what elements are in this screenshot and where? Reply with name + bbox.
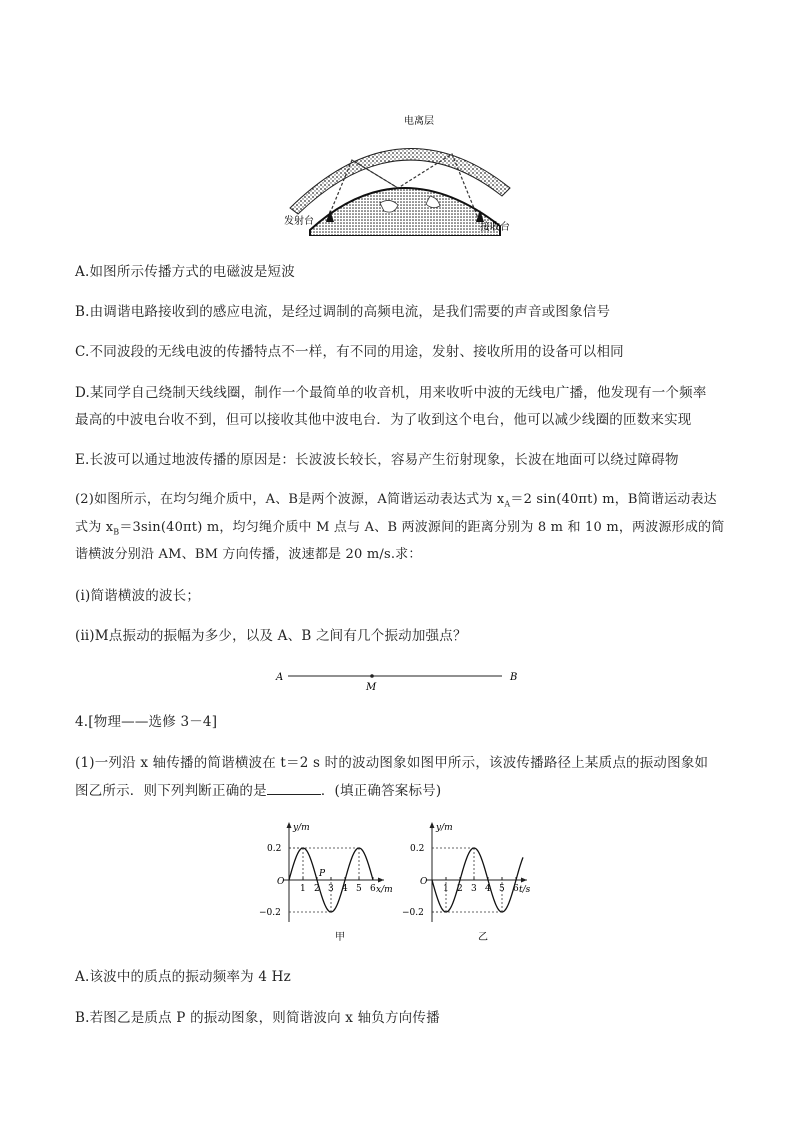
section-4-heading: 4.[物理——选修 3－4] bbox=[75, 714, 218, 730]
ionosphere-label: 电离层 bbox=[404, 116, 434, 127]
x-tick-label: 3 bbox=[328, 884, 334, 894]
option-b: B.由调谐电路接收到的感应电流，是经过调制的高频电流，是我们需要的声音或图象信号 bbox=[75, 304, 611, 320]
sub-question-i: (ⅰ)简谐横波的波长； bbox=[75, 588, 201, 604]
x-tick-label: 3 bbox=[471, 884, 477, 894]
x-tick-label: 1 bbox=[443, 884, 449, 894]
option-c: C.不同波段的无线电波的传播特点不一样，有不同的用途，发射、接收所用的设备可以相同 bbox=[75, 344, 624, 360]
ionosphere-figure bbox=[280, 108, 520, 236]
y-tick-label: −0.2 bbox=[402, 908, 424, 918]
label-m: M bbox=[366, 682, 377, 692]
origin-label: O bbox=[420, 877, 428, 887]
question-2-line1: (2)如图所示，在均匀绳介质中，A、B是两个波源，A简谐运动表达式为 $x_A=2$ sin(40πt) m，B简谐运动表达 bbox=[75, 492, 717, 509]
y-axis-label: y/m bbox=[293, 823, 310, 833]
x-tick-label: 4 bbox=[485, 884, 491, 894]
question-2-line2: 式为 $x_B=3\sin(40\pi t)$ m，均匀绳介质中 M 点与 A、B 两波源间的距离分别为 8 m 和 10 m，两波源形成的简 bbox=[75, 520, 725, 537]
x-tick-label: 6 bbox=[513, 884, 519, 894]
origin-label: O bbox=[277, 877, 285, 887]
point-m bbox=[370, 674, 374, 678]
vibration-chart-yi bbox=[398, 816, 548, 948]
option-d-line2: 最高的中波电台收不到，但可以接收其他中波电台．为了收到这个电台，他可以减少线圈的匝数来实现 bbox=[75, 412, 692, 428]
earth-surface bbox=[310, 188, 500, 236]
x-tick-label: 1 bbox=[300, 884, 306, 894]
q4-1-line1: (1)一列沿 x 轴传播的简谐横波在 t＝2 s 时的波动图象如图甲所示，该波传播路径上某质点的振动图象如 bbox=[75, 755, 709, 771]
label-a: A bbox=[276, 672, 284, 683]
y-axis-arrow bbox=[287, 822, 292, 828]
receiver-label: 接收台 bbox=[480, 222, 510, 233]
option-e: E.长波可以通过地波传播的原因是：长波波长较长，容易产生衍射现象，长波在地面可以绕过障碍物 bbox=[75, 452, 679, 468]
option-a: A.如图所示传播方式的电磁波是短波 bbox=[75, 264, 295, 280]
q4-1-line2: 图乙所示．则下列判断正确的是 ．(填正确答案标号) bbox=[75, 780, 441, 801]
wave-chart-jia bbox=[255, 816, 405, 948]
x-tick-label: 6 bbox=[370, 884, 376, 894]
x-tick-label: 2 bbox=[314, 884, 320, 894]
x-axis-label: t/s bbox=[519, 885, 531, 895]
rope-figure bbox=[270, 664, 525, 692]
x-axis-arrow bbox=[378, 878, 384, 883]
chart-title: 甲 bbox=[335, 932, 345, 943]
y-tick-label: 0.2 bbox=[267, 844, 282, 854]
answer-blank[interactable] bbox=[267, 780, 321, 795]
chart-title: 乙 bbox=[478, 932, 488, 943]
option-4b: B.若图乙是质点 P 的振动图象，则简谐波向 x 轴负方向传播 bbox=[75, 1010, 440, 1026]
x-tick-label: 5 bbox=[499, 884, 505, 894]
y-tick-label: 0.2 bbox=[410, 844, 425, 854]
x-axis-arrow bbox=[521, 878, 527, 883]
y-tick-label: −0.2 bbox=[259, 908, 281, 918]
x-tick-label: 2 bbox=[457, 884, 463, 894]
x-tick-label: 4 bbox=[342, 884, 348, 894]
y-axis-arrow bbox=[430, 822, 435, 828]
point-p-label: P bbox=[319, 869, 326, 879]
x-tick-label: 5 bbox=[356, 884, 362, 894]
label-b: B bbox=[510, 672, 518, 683]
y-axis-label: y/m bbox=[436, 823, 453, 833]
sub-question-ii: (ⅱ)M点振动的振幅为多少，以及 A、B 之间有几个振动加强点？ bbox=[75, 628, 467, 644]
question-2-line3: 谐横波分别沿 AM、BM 方向传播，波速都是 20 m/s.求： bbox=[75, 547, 422, 562]
option-4a: A.该波中的质点的振动频率为 4 Hz bbox=[75, 969, 291, 985]
x-axis-label: x/m bbox=[376, 885, 393, 895]
transmitter-label: 发射台 bbox=[284, 216, 314, 227]
option-d-line1: D.某同学自己绕制天线线圈，制作一个最简单的收音机，用来收听中波的无线电广播，他发现有一个频率 bbox=[75, 385, 707, 401]
